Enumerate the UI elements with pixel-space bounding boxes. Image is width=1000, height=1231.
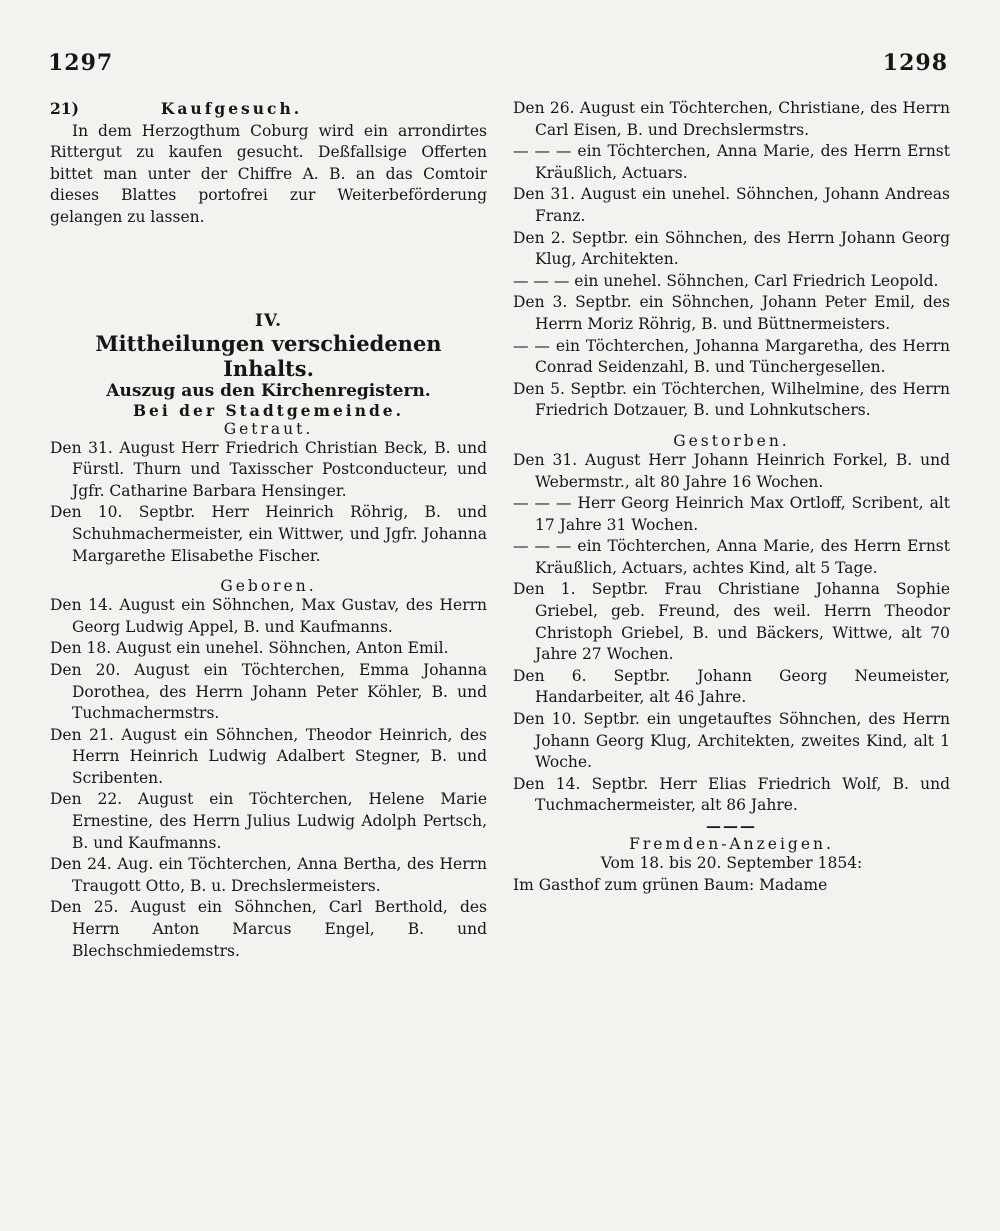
section-rule bbox=[50, 273, 487, 291]
kaufgesuch-number: 21) bbox=[50, 99, 79, 118]
fremden-date: Vom 18. bis 20. September 1854: bbox=[600, 854, 863, 872]
fremden-heading: Fremden-Anzeigen. bbox=[629, 835, 834, 853]
section-number: IV. bbox=[254, 310, 283, 331]
section-title: Mittheilungen verschiedenen Inhalts. bbox=[95, 330, 442, 381]
page-number-right: 1298 bbox=[882, 50, 948, 76]
gestorben-heading: Gestorben. bbox=[673, 431, 790, 450]
list-item: Den 10. Septbr. Herr Heinrich Röhrig, B. und Schuhmachermeister, ein Wittwer, und Jgfr. Johanna Margarethe Elisabethe Fischer. bbox=[50, 503, 487, 565]
list-item: Den 14. Septbr. Herr Elias Friedrich Wolf, B. und Tuchmachermeister, alt 86 Jahre. bbox=[513, 774, 950, 815]
kaufgesuch-text: In dem Herzogthum Coburg wird ein arrondirtes Rittergut zu kaufen gesucht. Deßfallsige Offerten bittet man unter der Chiffre A. B. an das Comtoir dieses Blattes portofrei zur Weiterbeförderung gelangen zu lassen. bbox=[50, 121, 487, 226]
gemeinde-heading: Bei der Stadtgemeinde. bbox=[132, 400, 405, 420]
list-item: — — — ein Töchterchen, Anna Marie, des Herrn Ernst Kräußlich, Actuars. bbox=[513, 142, 950, 182]
list-item: Den 5. Septbr. ein Töchterchen, Wilhelmine, des Herrn Friedrich Dotzauer, B. und Lohnkutschers. bbox=[513, 379, 950, 420]
list-item: Den 1. Septbr. Frau Christiane Johanna Sophie Griebel, geb. Freund, des weil. Herrn Theodor Christoph Griebel, B. und Bäckers, Wittwe, alt 70 Jahre 27 Wochen. bbox=[513, 580, 950, 664]
kaufgesuch-heading bbox=[50, 98, 487, 121]
list-item: Den 18. August ein unehel. Söhnchen, Anton Emil. bbox=[50, 639, 449, 658]
list-item: Den 26. August ein Töchterchen, Christiane, des Herrn Carl Eisen, B. und Drechslermstrs. bbox=[513, 99, 950, 139]
list-item: Den 14. August ein Söhnchen, Max Gustav, des Herrn Georg Ludwig Appel, B. und Kaufmanns. bbox=[50, 596, 487, 636]
left-column bbox=[50, 98, 487, 962]
list-item: Den 31. August ein unehel. Söhnchen, Johann Andreas Franz. bbox=[513, 185, 950, 225]
right-column bbox=[513, 98, 950, 896]
kaufgesuch-title: Kaufgesuch. bbox=[160, 99, 303, 118]
list-item: Den 31. August Herr Friedrich Christian Beck, B. und Fürstl. Thurn und Taxisscher Postconducteur, und Jgfr. Catharine Barbara Hensinger. bbox=[50, 438, 487, 500]
list-item: Den 20. August ein Töchterchen, Emma Johanna Dorothea, des Herrn Johann Peter Köhler, B. und Tuchmachermstrs. bbox=[50, 660, 487, 723]
list-item: Den 10. Septbr. ein ungetauftes Söhnchen, des Herrn Johann Georg Klug, Architekten, zweites Kind, alt 1 Woche. bbox=[513, 710, 950, 772]
geboren-heading: Geboren. bbox=[220, 577, 317, 596]
section-subtitle: Auszug aus den Kirchenregistern. bbox=[106, 380, 431, 401]
list-item: — — — ein unehel. Söhnchen, Carl Friedrich Leopold. bbox=[513, 271, 939, 290]
fremden-first-line: Im Gasthof zum grünen Baum: Madame bbox=[513, 875, 828, 894]
list-item: Den 6. Septbr. Johann Georg Neumeister, Handarbeiter, alt 46 Jahre. bbox=[513, 666, 950, 707]
list-item: — — — Herr Georg Heinrich Max Ortloff, Scribent, alt 17 Jahre 31 Wochen. bbox=[513, 494, 950, 534]
list-item: — — — ein Töchterchen, Anna Marie, des Herrn Ernst Kräußlich, Actuars, achtes Kind, alt 5 Tage. bbox=[513, 537, 950, 577]
getraut-heading: Getraut. bbox=[223, 419, 314, 438]
list-item: Den 2. Septbr. ein Söhnchen, des Herrn Johann Georg Klug, Architekten. bbox=[513, 228, 950, 269]
page-number-left: 1297 bbox=[48, 50, 114, 76]
list-item: — — ein Töchterchen, Johanna Margaretha, des Herrn Conrad Seidenzahl, B. und Tünchergesellen. bbox=[513, 336, 950, 377]
list-item: Den 22. August ein Töchterchen, Helene Marie Ernestine, des Herrn Julius Ludwig Adolph Pertsch, B. und Kaufmanns. bbox=[50, 790, 487, 852]
list-item: Den 31. August Herr Johann Heinrich Forkel, B. und Webermstr., alt 80 Jahre 16 Wochen. bbox=[513, 450, 950, 491]
list-item: Den 21. August ein Söhnchen, Theodor Heinrich, des Herrn Heinrich Ludwig Adalbert Stegner, B. und Scribenten. bbox=[50, 725, 487, 787]
separator-dashes: ——— bbox=[706, 817, 757, 835]
list-item: Den 3. Septbr. ein Söhnchen, Johann Peter Emil, des Herrn Moriz Röhrig, B. und Büttnermeisters. bbox=[513, 293, 950, 333]
vertical-spacer bbox=[50, 229, 487, 251]
list-item: Den 25. August ein Söhnchen, Carl Berthold, des Herrn Anton Marcus Engel, B. und Blechschmiedemstrs. bbox=[50, 898, 487, 960]
list-item: Den 24. Aug. ein Töchterchen, Anna Bertha, des Herrn Traugott Otto, B. u. Drechslermeisters. bbox=[50, 855, 487, 895]
